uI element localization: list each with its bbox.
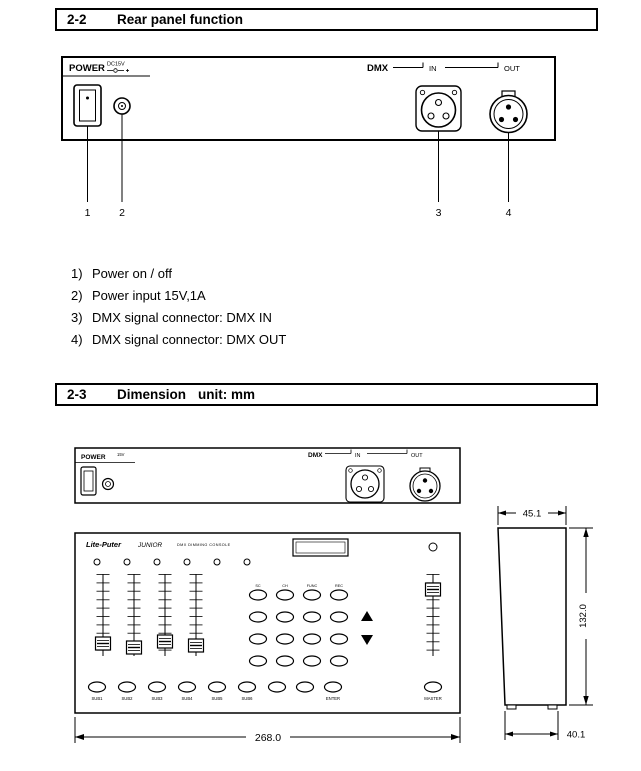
power-indicator	[429, 543, 437, 551]
button-col-label-3: FUNC	[306, 584, 318, 588]
sub2-label: SUB2	[121, 696, 133, 701]
section-title: Rear panel function	[117, 12, 244, 27]
power-label: POWER	[69, 63, 105, 74]
sub-button-4	[179, 682, 196, 692]
sub3-label: SUB3	[151, 696, 163, 701]
callout-2: 2	[119, 207, 125, 219]
master-button	[425, 682, 442, 692]
front-view	[75, 533, 460, 713]
section-number: 2-2	[67, 12, 87, 27]
dmx-label: DMX	[308, 452, 323, 459]
sub6-label: SUB6	[241, 696, 253, 701]
lcd-display	[293, 539, 348, 556]
width-dimension	[75, 717, 460, 744]
grid-button	[304, 634, 321, 644]
rear-panel-diagram	[55, 52, 565, 227]
section-number: 2-3	[67, 387, 87, 402]
button-col-label-4: REC	[334, 584, 344, 588]
grid-button	[304, 612, 321, 622]
section-2-2-header	[55, 8, 598, 31]
note-text: DMX signal connector: DMX OUT	[92, 332, 287, 347]
dimension-diagram	[55, 440, 605, 770]
section-2-3-header	[55, 383, 598, 406]
grid-button	[250, 656, 267, 666]
height-dimension	[569, 528, 593, 705]
section-title: Dimension	[117, 387, 187, 402]
grid-button	[277, 634, 294, 644]
list-item	[71, 310, 286, 332]
note-number: 4)	[71, 332, 83, 347]
sub-button-5	[209, 682, 226, 692]
sub4-label: SUB4	[181, 696, 193, 701]
rear-panel-body	[62, 57, 555, 140]
grid-button	[331, 634, 348, 644]
brand-label: Lite-Puter	[86, 540, 122, 549]
grid-button	[331, 612, 348, 622]
note-number: 2)	[71, 288, 83, 303]
rear-view	[75, 448, 460, 503]
dmx-out-label: OUT	[504, 64, 520, 73]
sub-button-3	[149, 682, 166, 692]
power-label: POWER	[81, 454, 106, 461]
note-number: 1)	[71, 266, 83, 281]
note-number: 3)	[71, 310, 83, 325]
list-item	[71, 266, 286, 288]
model-label: JUNIOR	[138, 542, 163, 549]
button-col-label-1: SC	[255, 584, 261, 588]
sub5-label: SUB5	[211, 696, 223, 701]
subtitle-label: DMX DIMMING CONSOLE	[177, 543, 231, 547]
grid-button	[250, 590, 267, 600]
function-button	[269, 682, 286, 692]
note-text: DMX signal connector: DMX IN	[92, 310, 272, 325]
grid-button	[304, 590, 321, 600]
grid-button	[277, 590, 294, 600]
grid-button	[277, 612, 294, 622]
grid-button	[331, 656, 348, 666]
sub-button-6	[239, 682, 256, 692]
sub1-label: SUB1	[91, 696, 103, 701]
section-unit: unit: mm	[198, 387, 256, 402]
dc-voltage-label: DC15V	[107, 61, 125, 68]
callout-1: 1	[84, 207, 91, 219]
enter-label: ENTER	[325, 696, 341, 701]
foot	[548, 705, 557, 709]
button-col-label-2: CH	[282, 584, 288, 588]
dmx-in-label: IN	[355, 453, 361, 459]
grid-button	[250, 612, 267, 622]
master-label: MASTER	[424, 696, 442, 701]
callout-3: 3	[435, 207, 442, 219]
dc-voltage-label: 15V	[117, 452, 125, 457]
dmx-out-label: OUT	[411, 453, 423, 459]
dmx-in-connector	[416, 86, 461, 131]
dmx-label: DMX	[367, 63, 389, 74]
grid-button	[304, 656, 321, 666]
grid-button	[331, 590, 348, 600]
height-label: 132.0	[578, 604, 589, 628]
note-text: Power input 15V,1A	[92, 288, 206, 303]
list-item	[71, 288, 286, 310]
side-view	[498, 528, 566, 709]
power-switch	[81, 467, 96, 495]
bottom-depth-label: 40.1	[566, 729, 586, 741]
notes-list	[71, 266, 286, 354]
foot	[507, 705, 516, 709]
top-depth-label: 45.1	[522, 508, 542, 520]
dmx-in-label: IN	[429, 64, 437, 73]
list-item	[71, 332, 286, 354]
grid-button	[277, 656, 294, 666]
width-dimension-label: 268.0	[254, 732, 282, 744]
power-switch	[74, 85, 101, 126]
callout-4: 4	[505, 207, 512, 219]
bottom-depth-dimension	[505, 711, 591, 741]
dmx-in-connector	[346, 466, 384, 502]
sub-button-2	[119, 682, 136, 692]
grid-button	[250, 634, 267, 644]
note-text: Power on / off	[92, 266, 172, 281]
function-button	[297, 682, 314, 692]
enter-button	[325, 682, 342, 692]
sub-button-1	[89, 682, 106, 692]
top-depth-dimension	[498, 506, 566, 525]
